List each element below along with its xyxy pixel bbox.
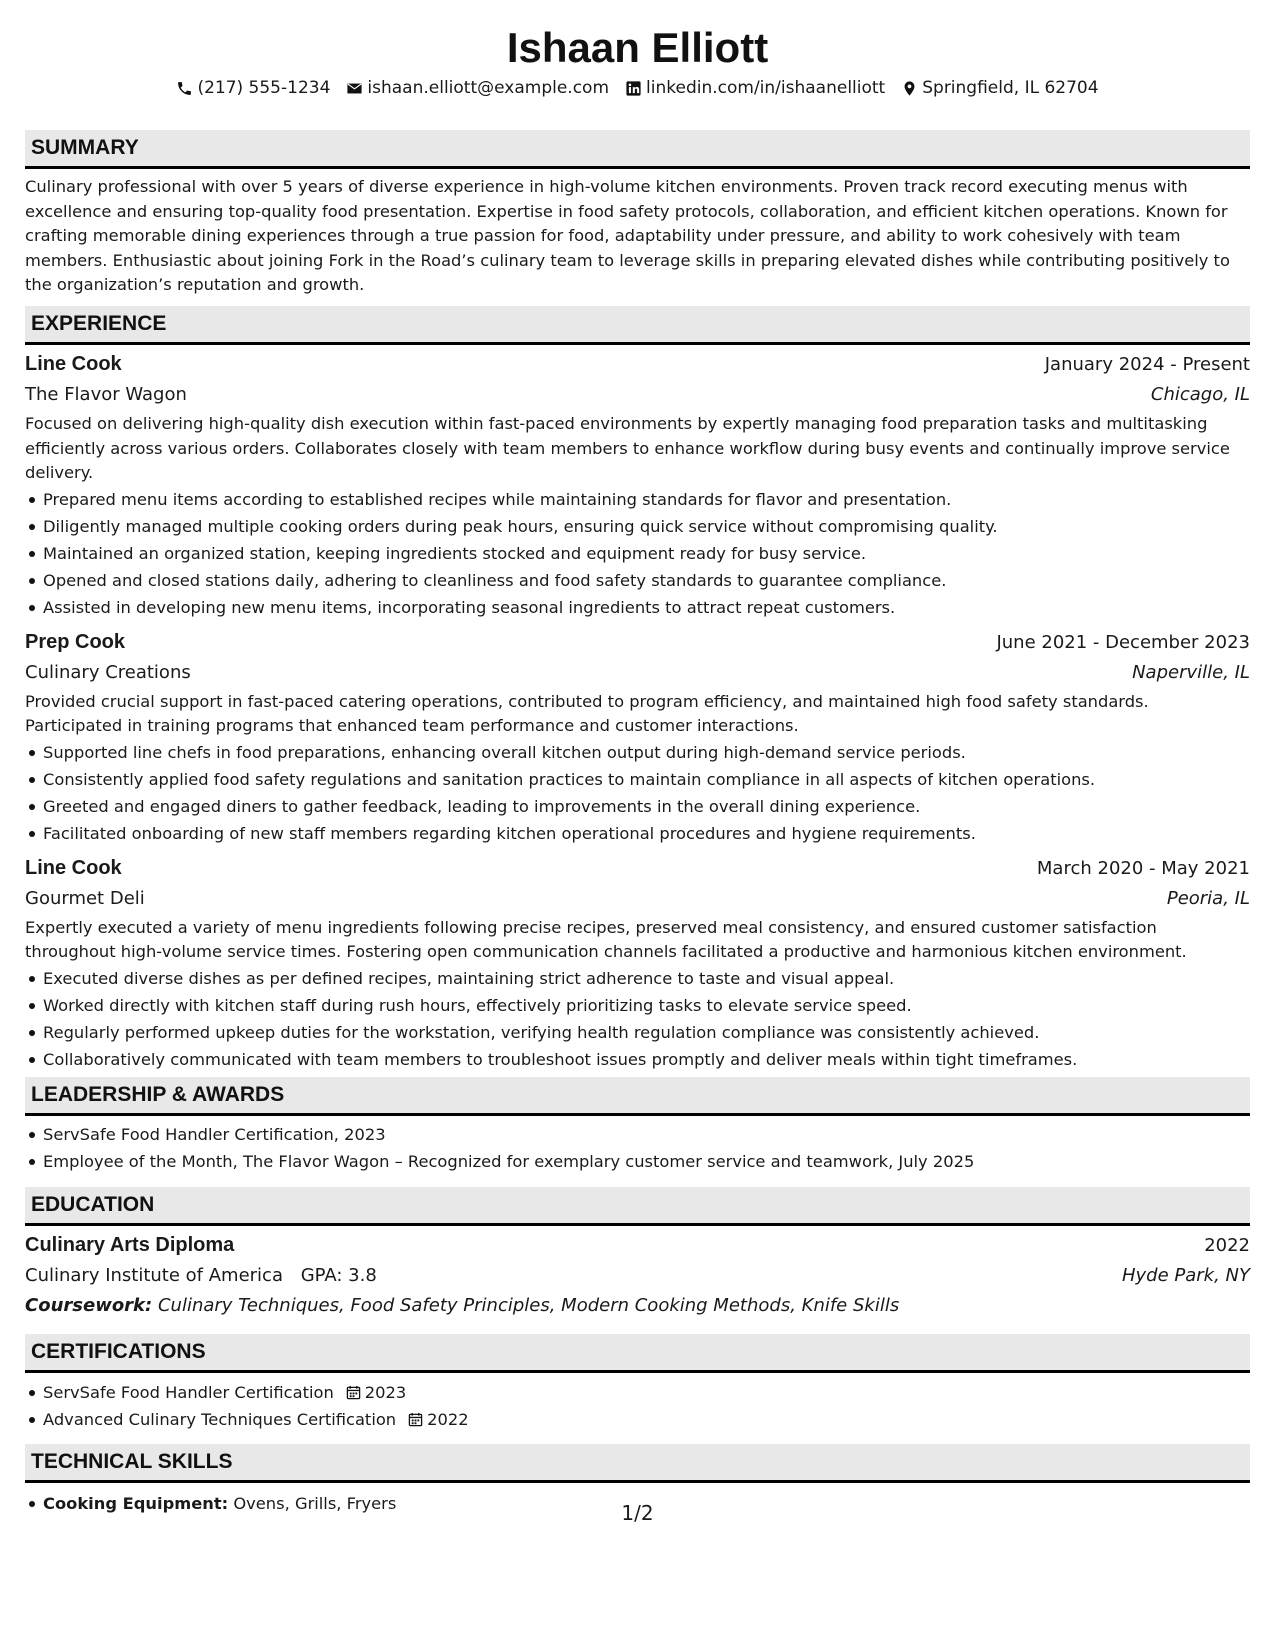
job-dates: June 2021 - December 2023 <box>996 631 1250 653</box>
list-item: Worked directly with kitchen staff during rush hours, effectively prioritizing tasks to elevate service speed. <box>25 992 1250 1019</box>
school-gpa: GPA: 3.8 <box>300 1265 377 1286</box>
job-company: The Flavor Wagon <box>25 384 187 405</box>
list-item: Maintained an organized station, keeping ingredients stocked and equipment ready for busy service. <box>25 540 1250 567</box>
job-title: Line Cook <box>25 856 122 879</box>
cert-year: 2023 <box>364 1383 407 1402</box>
envelope-icon <box>346 80 363 97</box>
job-bullets <box>25 739 1250 847</box>
job-title: Prep Cook <box>25 630 126 653</box>
degree-title: Culinary Arts Diploma <box>25 1234 235 1256</box>
contact-linkedin[interactable] <box>625 76 885 100</box>
coursework-label: Coursework: <box>25 1295 153 1316</box>
coursework-text: Culinary Techniques, Food Safety Principles, Modern Cooking Methods, Knife Skills <box>157 1295 900 1316</box>
list-item: Prepared menu items according to established recipes while maintaining standards for flavor and presentation. <box>25 486 1250 513</box>
job-company: Culinary Creations <box>25 661 191 683</box>
section-header-experience: EXPERIENCE <box>25 306 1250 345</box>
resume-page <box>25 0 1250 1513</box>
section-header-education: EDUCATION <box>25 1187 1250 1226</box>
contact-location <box>901 76 1098 100</box>
list-item <box>25 1406 1250 1433</box>
candidate-name: Ishaan Elliott <box>506 24 769 71</box>
cert-name: Advanced Culinary Techniques Certification <box>43 1410 397 1429</box>
linkedin-icon <box>625 80 642 97</box>
list-item: Executed diverse dishes as per defined recipes, maintaining strict adherence to taste and visual appeal. <box>25 965 1250 992</box>
certifications-list <box>25 1379 1250 1433</box>
job-location: Peoria, IL <box>1166 887 1250 909</box>
list-item: Facilitated onboarding of new staff members regarding kitchen operational procedures and hygiene requirements. <box>25 820 1250 847</box>
degree-year: 2022 <box>1204 1235 1250 1256</box>
coursework-line <box>25 1291 1250 1321</box>
calendar-icon <box>346 1385 361 1400</box>
job-dates: March 2020 - May 2021 <box>1036 857 1250 879</box>
list-item: Supported line chefs in food preparations, enhancing overall kitchen output during high-demand service periods. <box>25 739 1250 766</box>
contact-email[interactable] <box>346 76 609 100</box>
job-dates: January 2024 - Present <box>1044 354 1250 375</box>
school-location: Hyde Park, NY <box>1121 1265 1250 1286</box>
education-section <box>25 1187 1250 1321</box>
list-item: Collaboratively communicated with team members to troubleshoot issues promptly and deliver meals within tight timeframes. <box>25 1046 1250 1073</box>
section-header-leadership: LEADERSHIP & AWARDS <box>25 1077 1250 1116</box>
list-item: Assisted in developing new menu items, incorporating seasonal ingredients to attract repeat customers. <box>25 594 1250 621</box>
list-item: Greeted and engaged diners to gather feedback, leading to improvements in the overall dining experience. <box>25 793 1250 820</box>
experience-section <box>25 306 1250 1073</box>
list-item: Consistently applied food safety regulations and sanitation practices to maintain compliance in all aspects of kitchen operations. <box>25 766 1250 793</box>
job-entry <box>25 349 1250 621</box>
job-entry <box>25 627 1250 847</box>
job-location: Naperville, IL <box>1132 661 1250 683</box>
section-header-summary: SUMMARY <box>25 130 1250 169</box>
cert-name: ServSafe Food Handler Certification <box>43 1383 334 1402</box>
list-item: Employee of the Month, The Flavor Wagon – Recognized for exemplary customer service and teamwork, July 2025 <box>25 1148 1250 1175</box>
email-text[interactable]: ishaan.elliott@example.com <box>367 78 610 98</box>
calendar-icon <box>408 1412 423 1427</box>
job-bullets <box>25 486 1250 621</box>
school-name: Culinary Institute of America <box>25 1265 283 1286</box>
location-text: Springfield, IL 62704 <box>922 78 1099 98</box>
job-description: Focused on delivering high-quality dish execution within fast-paced environments by expertly managing food preparation tasks and multitasking efficiently across various orders. Collaborates closely with team members to enhance workflow during busy events and continually improve service delivery. <box>25 414 1230 482</box>
phone-text: (217) 555-1234 <box>197 78 331 98</box>
job-bullets <box>25 965 1250 1073</box>
contact-phone <box>176 76 330 100</box>
list-item: ServSafe Food Handler Certification, 2023 <box>25 1121 1250 1148</box>
section-header-skills: TECHNICAL SKILLS <box>25 1444 1250 1483</box>
job-location: Chicago, IL <box>1150 384 1250 405</box>
job-description: Provided crucial support in fast-paced catering operations, contributed to program efficiency, and maintained high food safety standards. Participated in training programs that enhanced team performance and customer interactions. <box>25 691 1149 735</box>
list-item <box>25 1379 1250 1406</box>
leadership-section <box>25 1077 1250 1175</box>
phone-icon <box>176 80 193 97</box>
job-company: Gourmet Deli <box>25 887 145 909</box>
summary-section <box>25 130 1250 298</box>
cert-year: 2022 <box>427 1410 469 1429</box>
linkedin-text[interactable]: linkedin.com/in/ishaanelliott <box>646 78 886 98</box>
skill-label: Cooking Equipment: <box>43 1494 229 1513</box>
summary-text: Culinary professional with over 5 years of diverse experience in high-volume kitchen environments. Proven track record executing menus with excellence and ensuring top-quality food presentation. Expertise in food safety protocols, collaboration, and efficient kitchen operations. Known for crafting memorable dining experiences through a true passion for food, adaptability under pressure, and ability to work cohesively with team members. Enthusiastic about joining Fork in the Road’s culinary team to leverage skills in preparing elevated dishes while contributing positively to the organization’s reputation and growth. <box>25 177 1230 294</box>
job-description: Expertly executed a variety of menu ingredients following precise recipes, preserved meal consistency, and ensured customer satisfaction throughout high-volume service times. Fostering open communication channels facilitated a productive and harmonious kitchen environment. <box>25 917 1187 961</box>
page-number: 1/2 <box>621 1501 654 1525</box>
list-item: Diligently managed multiple cooking orders during peak hours, ensuring quick service without compromising quality. <box>25 513 1250 540</box>
leadership-list <box>25 1121 1250 1175</box>
certifications-section <box>25 1334 1250 1433</box>
list-item: Opened and closed stations daily, adhering to cleanliness and food safety standards to guarantee compliance. <box>25 567 1250 594</box>
skill-value: Ovens, Grills, Fryers <box>233 1494 397 1513</box>
job-entry <box>25 853 1250 1073</box>
section-header-certifications: CERTIFICATIONS <box>25 1334 1250 1373</box>
school-info <box>25 1261 377 1291</box>
job-title: Line Cook <box>25 353 122 375</box>
map-pin-icon <box>901 80 918 97</box>
contact-bar <box>25 76 1250 100</box>
list-item: Regularly performed upkeep duties for the workstation, verifying health regulation compliance was consistently achieved. <box>25 1019 1250 1046</box>
